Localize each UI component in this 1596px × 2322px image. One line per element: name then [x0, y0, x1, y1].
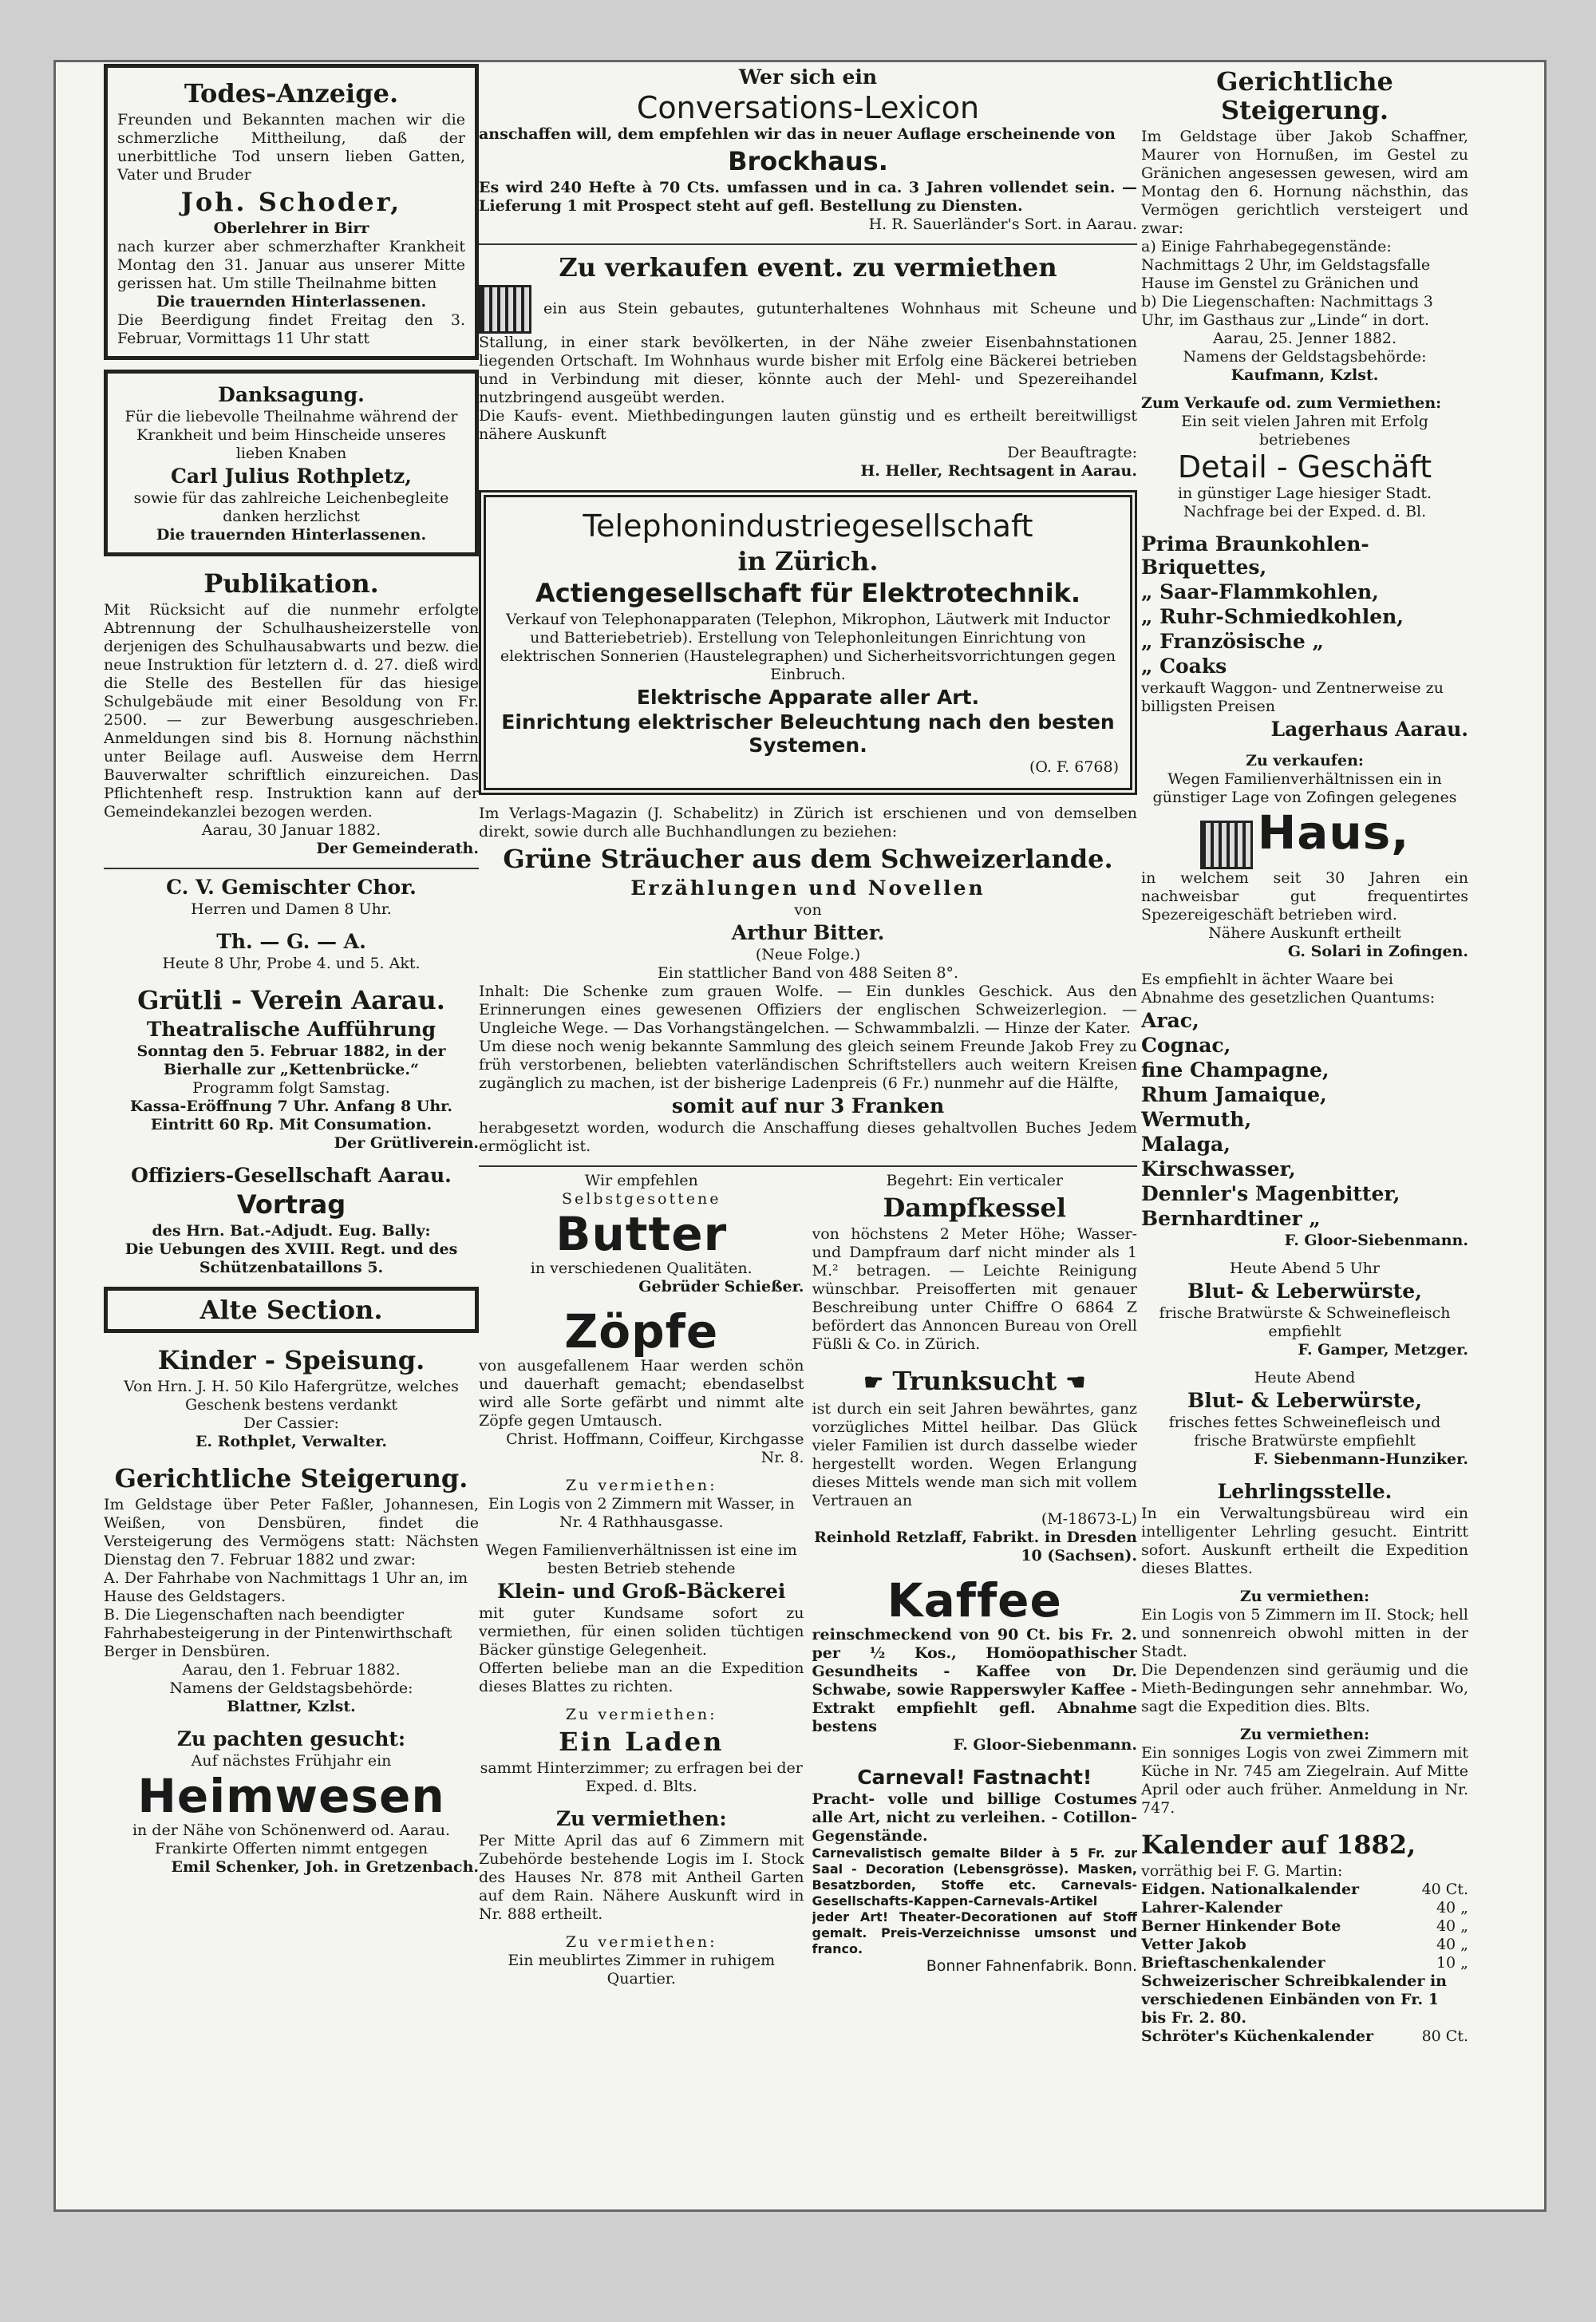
sausage-ad-2-title: Blut- & Leberwürste, [1187, 1388, 1422, 1412]
court-auction-right-sub: Namens der Geldstagsbehörde: [1183, 348, 1427, 366]
addiction-text: ist durch ein seit Jahren bewährtes, ganz vorzügliches Mittel heilbar. Das Glück vieler Familien ist durch dasselbe wieder hergestellt worden. Wegen Erlangung dieses Mittels wende man sich mit vollem Vertrauen an [812, 1400, 1137, 1509]
sausage-ad-1-sign: F. Gamper, Metzger. [1298, 1340, 1468, 1359]
house-sale-ad [479, 250, 1137, 481]
kinder-sub: Der Cassier: [243, 1414, 339, 1432]
tga-text: Heute 8 Uhr, Probe 4. und 5. Akt. [162, 955, 421, 972]
book-folge: (Neue Folge.) [755, 946, 861, 963]
calendar-item-price: 10 „ [1436, 1953, 1468, 1972]
rent-ad-2-text: Per Mitte April das auf 6 Zimmern mit Zubehörde bestehende Logis im I. Stock des Hauses Nr. 878 mit Antheil Garten auf dem Rain. Nähere Auskunft wird in Nr. 888 ertheilt. [479, 1832, 804, 1923]
spirits-item: fine Champagne, [1141, 1058, 1329, 1082]
telephone-text: Verkauf von Telephonapparaten (Telephon, Mikrophon, Läutwerk mit Inductor und Batteriebetrieb). Erstellung von Telephonleitungen Einrichtung von elektrischen Sonnerien (Haustelegraphen) und Sicherheitsvorrichtungen gegen Einbruch. [500, 611, 1116, 683]
bakery-ad [479, 1541, 804, 1696]
gruetli-text4: Eintritt 60 Rp. Mit Consumation. [150, 1116, 433, 1133]
butter-text: in verschiedenen Qualitäten. [530, 1260, 753, 1277]
court-auction-right-text: Im Geldstage über Jakob Schaffner, Maurer von Hornußen, im Gestel zu Gränichen angesessen gewesen, wird am Montag den 6. Hornung nächsthin, das Vermögen gerichtlich versteigert und zwar: [1141, 128, 1468, 237]
book-price: somit auf nur 3 Franken [671, 1094, 945, 1117]
sausage-ad-2 [1141, 1369, 1468, 1469]
gruetli-sub: Theatralische Aufführung [146, 1018, 437, 1041]
carnival-sign: Bonner Fahnenfabrik. Bonn. [926, 1957, 1137, 1975]
house-sale-sign: H. Heller, Rechtsagent in Aarau. [860, 462, 1137, 480]
house-sale-text2: Die Kaufs- event. Miethbedingungen lauten günstig und es ertheilt bereitwilligst nähere Auskunft [479, 407, 1137, 443]
book-title: Grüne Sträucher aus dem Schweizerlande. [503, 844, 1113, 874]
officers-sub: Vortrag [236, 1189, 346, 1220]
court-auction-right-a: a) Einige Fahrhabegegenstände: Nachmittags 2 Uhr, im Geldstagsfalle Hause im Genstel zu Gränichen und [1141, 238, 1431, 292]
braids-title: Zöpfe [564, 1306, 719, 1359]
lexicon-pre: Wer sich ein [738, 65, 878, 89]
gruetli-text3: Kassa-Eröffnung 7 Uhr. Anfang 8 Uhr. [129, 1098, 453, 1115]
divider [104, 868, 479, 869]
coffee-text: reinschmeckend von 90 Ct. bis Fr. 2. per ½ Kos., Homöopathischer Gesundheits - Kaffee von Dr. Schwabe, sowie Rapperswyler Kaffee - Extrakt empfiehlt gefl. Abnahme bestens [812, 1626, 1137, 1735]
choir-notice [104, 874, 479, 919]
apprentice-text: In ein Verwaltungsbüreau wird ein intelligenter Lehrling gesucht. Eintritt sofort. Auskunft ertheilt die Expedition dieses Blattes. [1141, 1504, 1468, 1577]
pointing-hand-icon: ☛ [863, 1369, 884, 1395]
house-zofingen-sign: G. Solari in Zofingen. [1287, 942, 1468, 960]
boiler-pre: Begehrt: Ein verticaler [886, 1172, 1063, 1189]
book-text4: Um diese noch wenig bekannte Sammlung des gleich seinem Freunde Jakob Frey zu früh verstorbenen, beliebten vaterländischen Schriftstellers auch weitern Kreisen zugänglich zu machen, ist der bisherige Ladenpreis (6 Fr.) nunmehr auf die Hälfte, [479, 1038, 1137, 1092]
apprentice-title: Lehrlingsstelle. [1217, 1479, 1393, 1503]
addiction-code: (M-18673-L) [1041, 1510, 1137, 1528]
thanks-text2: sowie für das zahlreiche Leichenbegleite danken herzlichst [133, 489, 449, 525]
telephone-code: (O. F. 6768) [1029, 758, 1119, 776]
braids-text: von ausgefallenem Haar werden schön und dauerhaft gemacht; ebendaselbst wird alle Sorte gefärbt und nimmt alte Zöpfe gegen Umtausch. [479, 1357, 804, 1430]
calendar-item-price: 40 „ [1436, 1917, 1468, 1935]
house-zofingen-text3: Nähere Auskunft ertheilt [1208, 924, 1401, 942]
shop-rent-big: Ein Laden [559, 1727, 725, 1757]
farm-wanted-text: Auf nächstes Frühjahr ein [191, 1752, 392, 1770]
pointing-hand-icon: ☚ [1065, 1369, 1086, 1395]
coal-ad [1141, 531, 1468, 742]
publication-notice [104, 566, 479, 858]
spirits-item: Wermuth, [1141, 1107, 1252, 1131]
court-auction-left-title: Gerichtliche Steigerung. [114, 1463, 468, 1493]
calendar-last-name: Schröter's Küchenkalender [1141, 2027, 1373, 2045]
shop-rent-ad [479, 1706, 804, 1796]
bakery-text3: Offerten beliebe man an die Expedition dieses Blattes zu richten. [479, 1659, 804, 1695]
calendar-text: vorräthig bei F. G. Martin: [1141, 1861, 1343, 1880]
gruetli-text: Sonntag den 5. Februar 1882, in der Bierhalle zur „Kettenbrücke.“ [136, 1042, 446, 1078]
house-sale-sub: Der Beauftragte: [1007, 444, 1137, 461]
spirits-sign: F. Gloor-Siebenmann. [1284, 1231, 1468, 1249]
boiler-text: von höchstens 2 Meter Höhe; Wasser- und Dampfraum darf nicht minder als 1 M.² betragen. — Leichte Reinigung wünschbar. Preisofferten mit genauer Beschreibung unter Chiffre O 6864 Z befördert das Annoncen Bureau von Orell Füßli & Co. in Zürich. [812, 1225, 1137, 1353]
tga-notice [104, 928, 479, 973]
middle-split-right [812, 1172, 1138, 1998]
butter-pre: Wir empfehlen [584, 1172, 698, 1189]
calendar-item-price: 40 Ct. [1421, 1880, 1468, 1898]
sausage-ad-2-text: frisches fettes Schweinefleisch und frische Bratwürste empfiehlt [1168, 1413, 1441, 1450]
spirits-item: Malaga, [1141, 1132, 1231, 1156]
rent-ad-3 [479, 1933, 804, 1988]
book-text2: Ein stattlicher Band von 488 Seiten 8°. [657, 964, 959, 982]
house-zofingen-ad [1141, 752, 1468, 961]
middle-split-left [479, 1172, 804, 1998]
sausage-ad-1-title: Blut- & Leberwürste, [1187, 1279, 1422, 1303]
house-zofingen-title: Zu verkaufen: [1246, 752, 1364, 769]
calendar-item-name: Berner Hinkender Bote [1141, 1917, 1341, 1935]
rent-ad-2-title: Zu vermiethen: [555, 1807, 727, 1830]
publication-text: Mit Rücksicht auf die nunmehr erfolgte Abtrennung der Schulhausheizerstelle von derjenigen des Schulhausabwarts und bezw. die neue Instruktion für letztern d. d. 27. dieß wird die Stelle des Bestellen für das hiesige Schulgebäude mit einer Besoldung von Fr. 2500. — zur Bewerbung ausgeschrieben. Anmeldungen sind bis 8. Hornung nächsthin unter Beilage aufl. Ausweise dem Herrn Bauverwalter schriftlich einzureichen. Das Pflichtenheft resp. Instruktion kann auf der Gemeindekanzlei bezogen werden. [104, 601, 479, 821]
telephone-title: Telephonindustriegesellschaft [583, 508, 1033, 544]
telephone-ad [479, 490, 1137, 795]
shop-rent-title: Zu vermiethen: [565, 1706, 717, 1723]
court-auction-right-date: Aarau, 25. Jenner 1882. [1212, 330, 1397, 347]
spirits-item: Arac, [1141, 1008, 1199, 1032]
rent-ad-2 [479, 1806, 804, 1924]
detail-shop-title: Detail - Geschäft [1177, 449, 1432, 485]
coffee-ad [812, 1575, 1138, 1754]
rent-right-1-text: Ein Logis von 5 Zimmern im II. Stock; hell und sonnenreich obwohl mitten in der Stadt. [1141, 1605, 1468, 1660]
calendar-row [1141, 1936, 1468, 1954]
death-notice-text3: Die Beerdigung findet Freitag den 3. Februar, Vormittags 11 Uhr statt [117, 311, 465, 347]
sausage-ad-1-text: frische Bratwürste & Schweinefleisch empfiehlt [1159, 1303, 1451, 1340]
alte-section [104, 1287, 479, 1333]
thanks-name: Carl Julius Rothpletz, [171, 465, 412, 488]
thanks-notice [104, 370, 479, 556]
house-zofingen-text: Wegen Familienverhältnissen ein in günstiger Lage von Zofingen gelegenes [1152, 770, 1457, 806]
officers-notice [104, 1162, 479, 1277]
book-text3: Inhalt: Die Schenke zum grauen Wolfe. — Ein dunkles Geschick. Aus den Erinnerungen eines gewesenen Offiziers der englischen Schweizerlegion. — Ungleiche Wege. — Das Vorhangstängelchen. — Schwammbalzli. — Hinze der Kater. [479, 983, 1137, 1037]
death-notice-text2: nach kurzer aber schmerzhafter Krankheit Montag den 31. Januar aus unserer Mitte gerissen hat. Um stille Theilnahme bitten [117, 238, 465, 292]
lexicon-title: Conversations-Lexicon [636, 90, 980, 125]
rent-right-2-text: Ein sonniges Logis von zwei Zimmern mit Küche in Nr. 745 am Ziegelrain. Auf Mitte April oder auch früher. Anmeldung in Nr. 747. [1141, 1743, 1468, 1817]
detail-shop-text2: in günstiger Lage hiesiger Stadt. Nachfrage bei der Exped. d. Bl. [1177, 485, 1432, 520]
telephone-title2: Actiengesellschaft für Elektrotechnik. [535, 578, 1080, 608]
carnival-text2: Carnevalistisch gemalte Bilder à 5 Fr. zur Saal - Decoration (Lebensgrösse). Masken, Besatzborden, Stoffe etc. Carnevals-Gesellschafts-Kappen-Carnevals-Artikel jeder Art! Theater-Decorationen auf Stoff gemalt. Preis-Verzeichnisse umsonst und franco. [812, 1845, 1137, 1956]
spirits-item: Rhum Jamaique, [1141, 1082, 1327, 1106]
calendar-item-name: Vetter Jakob [1141, 1935, 1246, 1953]
court-auction-right-b: b) Die Liegenschaften: Nachmittags 3 Uhr, im Gasthaus zur „Linde“ in dort. [1141, 293, 1433, 329]
kinder-title: Kinder - Speisung. [157, 1345, 425, 1375]
book-von: von [794, 901, 822, 919]
calendar-item-price: 40 „ [1436, 1935, 1468, 1953]
officers-text: des Hrn. Bat.-Adjudt. Eug. Bally: [152, 1222, 431, 1240]
lexicon-brand: Brockhaus. [728, 146, 888, 176]
coal-line4: „ Französische „ [1141, 630, 1324, 653]
spirits-text: Es empfiehlt in ächter Waare bei Abnahme des gesetzlichen Quantums: [1141, 970, 1436, 1007]
butter-sub: Selbstgesottene [562, 1190, 721, 1208]
coal-line2: „ Saar-Flammkohlen, [1141, 580, 1379, 603]
sausage-ad-1-pre: Heute Abend 5 Uhr [1230, 1259, 1380, 1277]
butter-title: Butter [555, 1207, 728, 1261]
rent-right-1-title: Zu vermiethen: [1239, 1587, 1370, 1605]
sausage-ad-2-pre: Heute Abend [1254, 1368, 1356, 1386]
calendar-item-name: Brieftaschenkalender [1141, 1953, 1325, 1972]
gruetli-notice [104, 983, 479, 1153]
house-icon [479, 285, 531, 334]
butter-ad [479, 1172, 804, 1296]
farm-wanted-sign: Emil Schenker, Joh. in Gretzenbach. [171, 1858, 479, 1876]
braids-ad [479, 1306, 804, 1467]
spirits-item: Cognac, [1141, 1033, 1231, 1057]
court-auction-left-sign: Blattner, Kzlst. [227, 1698, 356, 1715]
coffee-sign: F. Gloor-Siebenmann. [953, 1736, 1137, 1754]
court-auction-left-b: B. Die Liegenschaften nach beendigter Fahrhabesteigerung in der Pintenwirthschaft Berger in Densbüren. [104, 1606, 452, 1660]
detail-shop-pre: Zum Verkaufe od. zum Vermiethen: [1141, 394, 1442, 412]
bakery-title: Klein- und Groß-Bäckerei [497, 1580, 786, 1603]
apprentice-ad [1141, 1478, 1468, 1578]
officers-title: Offiziers-Gesellschaft Aarau. [131, 1164, 452, 1187]
court-auction-right [1141, 64, 1468, 385]
divider [479, 1165, 1137, 1167]
book-ad [479, 805, 1137, 1156]
thanks-title: Danksagung. [218, 383, 365, 406]
rent-ad-1 [479, 1477, 804, 1532]
addiction-sign: Reinhold Retzlaff, Fabrikt. in Dresden 10 (Sachsen). [814, 1529, 1137, 1564]
farm-wanted-text2: in der Nähe von Schönenwerd od. Aarau. Frankirte Offerten nimmt entgegen [132, 1822, 451, 1857]
kinder-sign: E. Rothplet, Verwalter. [195, 1433, 388, 1450]
carnival-title: Carneval! Fastnacht! [857, 1766, 1092, 1789]
house-zofingen-text2: in welchem seit 30 Jahren ein nachweisbar gut frequentirtes Spezereigeschäft betrieben wird. [1141, 868, 1468, 924]
boiler-title: Dampfkessel [883, 1193, 1067, 1223]
calendar-row [1141, 1954, 1468, 1972]
sausage-ad-1 [1141, 1260, 1468, 1359]
calendar-ad [1141, 1827, 1468, 2046]
spirits-item: Kirschwasser, [1141, 1157, 1296, 1181]
calendar-row [1141, 1899, 1468, 1917]
lexicon-ad [479, 64, 1137, 234]
publication-date: Aarau, 30 Januar 1882. [201, 821, 381, 839]
spirits-item: Dennler's Magenbitter, [1141, 1181, 1400, 1205]
gruetli-text2: Programm folgt Samstag. [192, 1079, 390, 1097]
coal-text: verkauft Waggon- und Zentnerweise zu billigsten Preisen [1141, 679, 1444, 715]
gruetli-title: Grütli - Verein Aarau. [137, 985, 445, 1015]
book-author: Arthur Bitter. [731, 921, 885, 944]
butter-sign: Gebrüder Schießer. [638, 1278, 804, 1295]
calendar-row [1141, 1881, 1468, 1899]
carnival-text: Pracht- volle und billige Costumes alle Art, nicht zu verleihen. - Cotillon-Gegenstände. [812, 1790, 1137, 1845]
telephone-line1: Elektrische Apparate aller Art. [636, 686, 980, 709]
coal-line5: „ Coaks [1141, 655, 1227, 678]
publication-sign: Der Gemeinderath. [316, 840, 479, 857]
addiction-ad [812, 1363, 1138, 1565]
alte-section-title: Alte Section. [200, 1295, 383, 1325]
book-text5: herabgesetzt worden, wodurch die Anschaffung dieses gehaltvollen Buches Jedem ermöglicht ist. [479, 1119, 1137, 1155]
calendar-last-price: 80 Ct. [1421, 2027, 1468, 2045]
lexicon-sign: H. R. Sauerländer's Sort. in Aarau. [868, 216, 1137, 233]
shop-rent-text: sammt Hinterzimmer; zu erfragen bei der Exped. d. Blts. [480, 1759, 803, 1795]
carnival-ad [812, 1764, 1138, 1976]
house-zofingen-big: Haus, [1257, 805, 1410, 860]
rent-right-1 [1141, 1588, 1468, 1716]
calendar-item-name: Eidgen. Nationalkalender [1141, 1880, 1360, 1898]
sausage-ad-2-sign: F. Siebenmann-Hunziker. [1254, 1450, 1468, 1468]
column-right [1141, 64, 1468, 2055]
spirits-item: Bernhardtiner „ [1141, 1206, 1321, 1230]
column-middle [479, 64, 1137, 1998]
detail-shop-text: Ein seit vielen Jahren mit Erfolg betriebenes [1181, 413, 1428, 449]
house-icon [1200, 821, 1253, 869]
rent-ad-1-title: Zu vermiethen: [565, 1477, 717, 1494]
court-auction-left [104, 1461, 479, 1716]
rent-ad-1-text: Ein Logis von 2 Zimmern mit Wasser, in Nr. 4 Rathhausgasse. [488, 1495, 795, 1531]
coal-line3: „ Ruhr-Schmiedkohlen, [1141, 605, 1404, 628]
rent-right-2-title: Zu vermiethen: [1239, 1725, 1370, 1743]
court-auction-left-date: Aarau, den 1. Februar 1882. [182, 1661, 401, 1679]
death-notice-title: Todes-Anzeige. [184, 78, 399, 109]
bakery-text2: mit guter Kundsame sofort zu vermiethen, für einen soliden tüchtigen Bäcker günstige Gelegenheit. [479, 1604, 804, 1659]
publication-title: Publikation. [203, 568, 379, 599]
column-left [104, 64, 479, 1886]
bakery-text: Wegen Familienverhältnissen ist eine im besten Betrieb stehende [485, 1541, 797, 1577]
divider [479, 243, 1137, 245]
house-sale-title: Zu verkaufen event. zu vermiethen [559, 252, 1057, 283]
telephone-line2: Einrichtung elektrischer Beleuchtung nach den besten Systemen. [501, 710, 1115, 757]
detail-shop-ad [1141, 394, 1468, 521]
coal-line1: Prima Braunkohlen-Briquettes, [1141, 532, 1369, 579]
book-sub: Erzählungen und Novellen [630, 876, 986, 900]
addiction-title: Trunksucht [892, 1366, 1057, 1396]
rent-right-1-text2: Die Dependenzen sind geräumig und die Mieth-Bedingungen sehr annehmbar. Wo, sagt die Expedition dies. Blts. [1141, 1660, 1468, 1715]
court-auction-right-title: Gerichtliche Steigerung. [1216, 66, 1393, 125]
calendar-title: Kalender auf 1882, [1141, 1829, 1416, 1860]
farm-wanted-big: Heimwesen [137, 1769, 445, 1823]
calendar-item-name: Lahrer-Kalender [1141, 1898, 1282, 1917]
rent-right-2 [1141, 1726, 1468, 1818]
death-notice-text: Freunden und Bekannten machen wir die schmerzliche Mittheilung, daß der unerbittliche Tod unsern lieben Gatten, Vater und Bruder [117, 111, 465, 184]
lexicon-text: anschaffen will, dem empfehlen wir das in neuer Auflage erscheinende von [479, 125, 1116, 143]
thanks-text: Für die liebevolle Theilnahme während der Krankheit und beim Hinscheide unseres lieben Knaben [124, 408, 458, 462]
tga-title: Th. — G. — A. [216, 930, 366, 953]
middle-split [479, 1172, 1137, 1998]
calendar-item-price: 40 „ [1436, 1898, 1468, 1917]
death-notice-name: Joh. Schoder, [180, 187, 402, 217]
death-notice-sign: Die trauernden Hinterlassenen. [156, 293, 427, 311]
thanks-sign: Die trauernden Hinterlassenen. [156, 526, 427, 544]
rent-ad-3-title: Zu vermiethen: [565, 1933, 717, 1951]
choir-title: C. V. Gemischter Chor. [166, 876, 417, 899]
lexicon-text2: Es wird 240 Hefte à 70 Cts. umfassen und in ca. 3 Jahren vollendet sein. — Lieferung 1 mit Prospect steht auf gefl. Bestellung zu Diensten. [479, 179, 1137, 215]
telephone-sub: in Zürich. [737, 546, 879, 576]
kinder-notice [104, 1343, 479, 1451]
calendar-text2: Schweizerischer Schreibkalender in verschiedenen Einbänden von Fr. 1 bis Fr. 2. 80. [1141, 1972, 1447, 2027]
officers-text2: Die Uebungen des XVIII. Regt. und des Schützenbataillons 5. [124, 1240, 458, 1276]
rent-ad-3-text: Ein meublirtes Zimmer in ruhigem Quartier. [508, 1952, 776, 1988]
spirits-ad [1141, 971, 1468, 1250]
braids-sign: Christ. Hoffmann, Coiffeur, Kirchgasse Nr. 8. [506, 1430, 804, 1466]
calendar-row [1141, 2027, 1468, 2046]
kinder-text: Von Hrn. J. H. 50 Kilo Hafergrütze, welches Geschenk bestens verdankt [124, 1378, 459, 1414]
farm-wanted-title: Zu pachten gesucht: [176, 1727, 406, 1750]
boiler-ad [812, 1172, 1138, 1354]
house-sale-text: ein aus Stein gebautes, gutunterhaltenes Wohnhaus mit Scheune und Stallung, in einer stark bevölkerten, in der Nähe zweier Eisenbahnstationen liegenden Ortschaft. Im Wohnhaus wurde bisher mit Erfolg eine Bäckerei betrieben und in Verbindung mit dieser, könnte auch der Mehl- und Spezereihandel nutzbringend ausgeübt werden. [479, 299, 1137, 406]
book-text: Im Verlags-Magazin (J. Schabelitz) in Zürich ist erschienen und von demselben direkt, sowie durch alle Buchhandlungen zu beziehen: [479, 805, 1137, 841]
coal-sign: Lagerhaus Aarau. [1270, 718, 1468, 741]
court-auction-left-text: Im Geldstage über Peter Faßler, Johannesen, Weißen, von Densbüren, findet die Versteigerung des Vermögens statt: Nächsten Dienstag den 7. Februar 1882 und zwar: [104, 1496, 479, 1568]
court-auction-left-a: A. Der Fahrhabe von Nachmittags 1 Uhr an, im Hause des Geldstagers. [104, 1569, 468, 1605]
death-notice [104, 64, 479, 360]
gruetli-sign: Der Grütliverein. [334, 1134, 479, 1152]
coffee-title: Kaffee [887, 1575, 1062, 1628]
court-auction-left-sub: Namens der Geldstagsbehörde: [169, 1679, 413, 1697]
choir-text: Herren und Damen 8 Uhr. [191, 900, 392, 918]
death-notice-role: Oberlehrer in Birr [213, 220, 369, 237]
farm-wanted [104, 1726, 479, 1877]
calendar-row [1141, 1917, 1468, 1936]
court-auction-right-sign: Kaufmann, Kzlst. [1231, 366, 1379, 384]
